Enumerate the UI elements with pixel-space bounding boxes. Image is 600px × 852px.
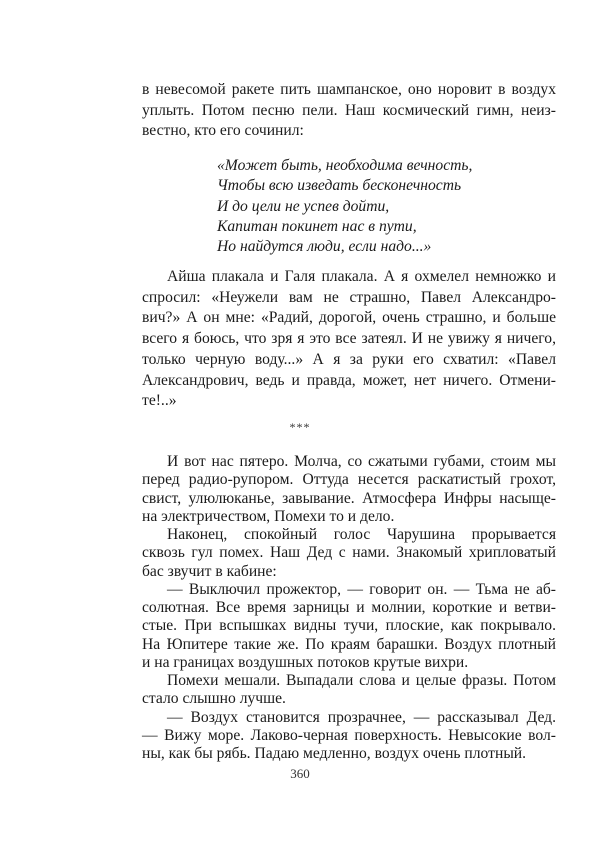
text-line: только черную воду...» А я за руки его схватил: «Павел (142, 350, 556, 368)
poem-stanza (217, 156, 517, 257)
text-line: те!..» (142, 392, 177, 410)
text-line: всего я боюсь, что зря я это все затеял. И не увижу я ничего, (142, 330, 556, 348)
paragraph-block-dialogue (142, 267, 556, 412)
section-separator: *** (289, 420, 311, 434)
text-line: — Вижу море. Лаково-черная поверхность. Невысокие вол- (142, 726, 556, 744)
paragraph (142, 453, 556, 526)
text-line: перед радио-рупором. Оттуда несется раскатистый грохот, (142, 471, 556, 489)
paragraph (142, 526, 556, 581)
paragraph-block-radio (142, 453, 556, 763)
text-line: Наконец, спокойный голос Чарушина прорывается (167, 526, 556, 543)
text-line: — Выключил прожектор, — говорит он. — Тьма не аб- (167, 580, 556, 598)
text-line: И вот нас пятеро. Молча, со сжатыми губами, стоим мы (167, 453, 556, 470)
text-line: на электричеством, Помехи то и дело. (142, 507, 395, 525)
text-line: Александрович, ведь и правда, может, нет ничего. Отмени- (142, 371, 556, 389)
paragraph (142, 672, 556, 709)
text-line: — Воздух становится прозрачнее, — рассказывал Дед. (167, 708, 556, 726)
page-number: 360 (290, 766, 310, 781)
text-line: ны, как бы рябь. Падаю медленно, воздух очень плотный. (142, 745, 527, 762)
text-line: солютная. Все время зарницы и молнии, короткие и ветви- (142, 599, 556, 616)
paragraph (142, 267, 556, 412)
text-line: вич?» А он мне: «Радий, дорогой, очень страшно, и больше (142, 309, 556, 327)
paragraph-block-opening (142, 80, 556, 142)
paragraph (142, 581, 556, 672)
poem-line: Но найдутся люди, если надо...» (217, 238, 432, 256)
text-line: вестно, кто его сочинил: (142, 122, 304, 139)
text-line: стало слышно лучше. (142, 690, 286, 708)
poem-line: Чтобы всю изведать бесконечность (217, 177, 462, 195)
poem-line: «Может быть, необходима вечность, (217, 157, 473, 174)
text-line: уплыть. Потом песню пели. Наш космический гимн, неиз- (142, 101, 556, 119)
text-line: Помехи мешали. Выпадали слова и целые фразы. Потом (167, 672, 556, 689)
poem-quote (217, 156, 517, 257)
text-line: бас звучит в кабине: (142, 562, 277, 580)
paragraph (142, 80, 556, 142)
text-line: Айша плакала и Галя плакала. А я охмелел немножко и (167, 268, 556, 285)
paragraph (142, 709, 556, 764)
poem-line: И до цели не успев дойти, (217, 197, 390, 215)
text-line: На Юпитере такие же. По краям барашки. Воздух плотный (142, 635, 556, 653)
text-line: в невесомой ракете пить шампанское, оно норовит в воздух (142, 81, 556, 98)
text-line: свист, улюлюканье, завывание. Атмосфера Инфры насыще- (142, 489, 556, 507)
text-line: стые. При вспышках видны тучи, плоские, как покрывало. (142, 617, 556, 635)
text-line: и на границах воздушных потоков крутые вихри. (142, 653, 469, 671)
text-line: сквозь гул помех. Наш Дед с нами. Знакомый хрипловатый (142, 544, 556, 562)
text-line: спросил: «Неужели вам не страшно, Павел Александро- (142, 288, 556, 306)
poem-line: Капитан покинет нас в пути, (217, 217, 417, 235)
